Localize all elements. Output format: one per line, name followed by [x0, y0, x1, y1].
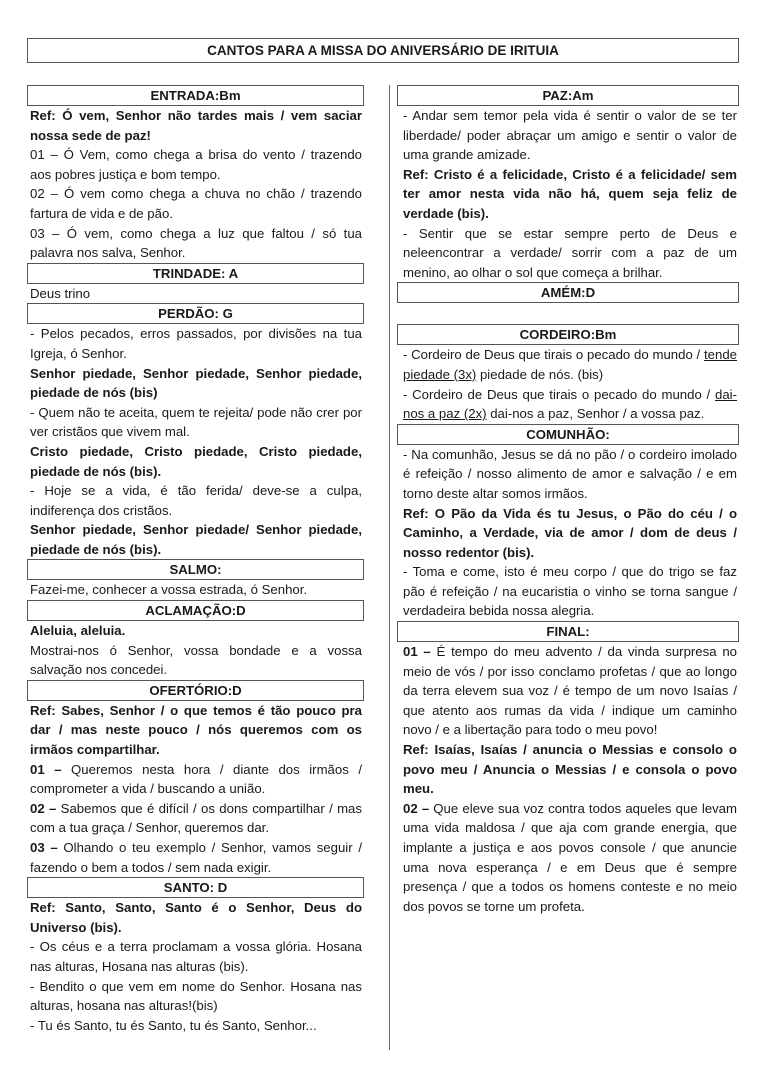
bold-text: Ref: Santo, Santo, Santo é o Senhor, Deus do Universo (bis).: [30, 900, 362, 935]
section-heading-paz-am: PAZ:Am: [397, 85, 739, 106]
bold-text: Ref: Cristo é a felicidade, Cristo é a felicidade/ sem ter amor nesta vida não há, quem seja feliz de verdade (bis).: [403, 166, 737, 221]
bold-text: Aleluia, aleluia.: [30, 623, 126, 639]
section-heading-perdao-g: PERDÃO: G: [27, 303, 364, 324]
section-heading-cordeiro-bm: CORDEIRO:Bm: [397, 324, 739, 345]
lyric-paragraph: [27, 324, 364, 363]
lyric-paragraph: [397, 106, 739, 165]
lyric-paragraph: [27, 442, 364, 481]
lyric-paragraph: [27, 799, 364, 838]
lyric-text: - Cordeiro de Deus que tirais o pecado do mundo /: [403, 386, 715, 402]
page-title: CANTOS PARA A MISSA DO ANIVERSÁRIO DE IRITUIA: [27, 38, 739, 63]
lyric-text: - Os céus e a terra proclamam a vossa glória. Hosana nas alturas, Hosana nas alturas (bis).: [30, 939, 362, 974]
lyric-text: - Pelos pecados, erros passados, por divisões na tua Igreja, ó Senhor.: [30, 326, 362, 361]
lyric-text: 01 – Ó Vem, como chega a brisa do vento / trazendo aos pobres justiça e bom tempo.: [30, 147, 362, 182]
bold-text: Cristo piedade, Cristo piedade, Cristo piedade, piedade de nós (bis).: [30, 443, 362, 479]
lyric-paragraph: [27, 403, 364, 442]
lyric-text: piedade de nós. (bis): [476, 366, 604, 382]
section-santo-d: [27, 877, 364, 1035]
lyric-paragraph: [27, 184, 364, 223]
lyric-text: Olhando o teu exemplo / Senhor, vamos seguir / fazendo o bem a todos / sem nada exigir.: [30, 840, 362, 875]
lyric-text: 02 – Ó vem como chega a chuva no chão / trazendo fartura de vida e de pão.: [30, 186, 362, 221]
section-heading-santo-d: SANTO: D: [27, 877, 364, 898]
section-heading-final: FINAL:: [397, 621, 739, 642]
bold-text: 02 –: [30, 800, 57, 816]
right-column: [397, 85, 739, 916]
lyric-text: Sabemos que é difícil / os dons compartilhar / mas com a tua graça / Senhor, queremos dar.: [30, 800, 362, 836]
section-entrada-bm: [27, 85, 364, 263]
lyric-paragraph: [397, 799, 739, 917]
section-trindade-a: [27, 263, 364, 304]
lyric-paragraph: [27, 364, 364, 403]
lyric-text: - Toma e come, isto é meu corpo / que do trigo se faz pão é refeição / na eucaristia o vinho se torna sangue / verdadeira bebida nossa alegria.: [403, 564, 737, 619]
lyric-paragraph: [27, 977, 364, 1016]
lyric-paragraph: [27, 520, 364, 559]
bold-text: Ref: Ó vem, Senhor não tardes mais / vem saciar nossa sede de paz!: [30, 108, 362, 143]
section-comunhao: [397, 424, 739, 621]
lyric-paragraph: [27, 1016, 364, 1036]
section-cordeiro-bm: [397, 324, 739, 423]
lyric-paragraph: [27, 621, 364, 641]
bold-text: Senhor piedade, Senhor piedade, Senhor piedade, piedade de nós (bis): [30, 365, 362, 401]
lyric-text: - Tu és Santo, tu és Santo, tu és Santo, Senhor...: [30, 1017, 317, 1033]
lyric-text: - Na comunhão, Jesus se dá no pão / o cordeiro imolado é refeição / nosso alimento de amor e salvação / e em torno deste altar somos irmãos.: [403, 446, 737, 501]
lyric-paragraph: [27, 701, 364, 760]
bold-text: Ref: Sabes, Senhor / o que temos é tão pouco pra dar / mas neste pouco / nós queremos com os irmãos compartilhar.: [30, 702, 362, 758]
lyric-text: dai-nos a paz, Senhor / a vossa paz.: [486, 406, 705, 422]
lyric-paragraph: [27, 284, 364, 304]
lyric-text: Fazei-me, conhecer a vossa estrada, ó Senhor.: [30, 582, 308, 598]
section-heading-comunhao: COMUNHÃO:: [397, 424, 739, 445]
lyric-paragraph: [27, 760, 364, 799]
lyric-paragraph: [27, 106, 364, 145]
bold-text: 02 –: [403, 800, 430, 816]
section-salmo: [27, 559, 364, 600]
blank-space: [397, 303, 739, 324]
lyric-paragraph: [27, 481, 364, 520]
lyric-paragraph: [27, 224, 364, 263]
section-heading-amem-d: AMÉM:D: [397, 282, 739, 303]
column-divider: [389, 85, 390, 1050]
underlined-text: tende piedade (3x): [403, 347, 737, 382]
lyric-text: Deus trino: [30, 285, 91, 301]
section-ofertorio-d: [27, 680, 364, 877]
underlined-text: dai-nos a paz (2x): [403, 386, 737, 422]
bold-text: Senhor piedade, Senhor piedade/ Senhor piedade, piedade de nós (bis).: [30, 522, 362, 557]
lyric-paragraph: [397, 504, 739, 563]
lyric-text: Que eleve sua voz contra todos aqueles que levam uma vida maldosa / que aja com grande energia, que implante a justiça e aos povos console / que anuncie uma nova esperança / e em Deus que é sempre presença / que a todos os homens conteste e no meio dos povos se torne um profeta.: [403, 800, 738, 914]
section-final: [397, 621, 739, 916]
lyric-paragraph: [27, 641, 364, 680]
lyric-text: É tempo do meu advento / da vinda surpresa no meio de vós / por isso conclamo profetas / que ao longo da terra elevem sua voz / é tempo de um novo Isaías / que atento aos rumas da vida / indique um caminho novo / e a libertação para todo o meu povo!: [403, 644, 737, 738]
lyric-text: - Sentir que se estar sempre perto de Deus e neleencontrar a verdade/ sorrir com a paz de um menino, ao olhar o sol que começa a brilhar.: [403, 225, 737, 280]
bold-text: 01 –: [30, 761, 62, 777]
section-aclamacao-d: [27, 600, 364, 680]
section-paz-am: [397, 85, 739, 282]
lyric-paragraph: [397, 445, 739, 504]
lyric-paragraph: [27, 898, 364, 937]
lyric-text: Mostrai-nos ó Senhor, vossa bondade e a vossa salvação nos concedei.: [30, 642, 362, 678]
lyric-paragraph: [397, 345, 739, 384]
lyric-text: 03 – Ó vem, como chega a luz que faltou / só tua palavra nos salva, Senhor.: [30, 225, 362, 261]
bold-text: 03 –: [30, 840, 58, 855]
lyric-paragraph: [27, 937, 364, 976]
bold-text: Ref: O Pão da Vida és tu Jesus, o Pão do céu / o Caminho, a Verdade, via de amor / dom de deus / nosso redentor (bis).: [403, 505, 737, 560]
section-perdao-g: [27, 303, 364, 559]
lyric-paragraph: [397, 562, 739, 621]
lyric-paragraph: [397, 740, 739, 799]
lyric-text: - Bendito o que vem em nome do Senhor. Hosana nas alturas, hosana nas alturas!(bis): [30, 978, 362, 1014]
lyric-paragraph: [27, 580, 364, 600]
section-heading-aclamacao-d: ACLAMAÇÃO:D: [27, 600, 364, 621]
lyric-text: - Quem não te aceita, quem te rejeita/ pode não crer por ver cristãos que vivem mal.: [30, 404, 362, 440]
lyric-text: - Cordeiro de Deus que tirais o pecado do mundo /: [403, 347, 704, 363]
lyric-text: Queremos nesta hora / diante dos irmãos / comprometer a vida / buscando a união.: [30, 761, 362, 797]
lyric-paragraph: [27, 145, 364, 184]
lyric-paragraph: [27, 838, 364, 877]
section-heading-salmo: SALMO:: [27, 559, 364, 580]
lyric-text: - Hoje se a vida, é tão ferida/ deve-se a culpa, indiferença dos cristãos.: [30, 483, 362, 518]
section-heading-trindade-a: TRINDADE: A: [27, 263, 364, 284]
lyric-paragraph: [397, 385, 739, 424]
section-heading-entrada-bm: ENTRADA:Bm: [27, 85, 364, 106]
lyric-paragraph: [397, 642, 739, 740]
section-heading-ofertorio-d: OFERTÓRIO:D: [27, 680, 364, 701]
bold-text: 01 –: [403, 644, 431, 660]
section-amem-d: [397, 282, 739, 324]
bold-text: Ref: Isaías, Isaías / anuncia o Messias e consolo o povo meu / Anuncia o Messias / e consola o povo meu.: [403, 742, 737, 797]
lyric-paragraph: [397, 224, 739, 283]
lyric-text: - Andar sem temor pela vida é sentir o valor de se ter liberdade/ poder abraçar um amigo e sentir o valor de uma grande amizade.: [403, 108, 737, 163]
lyric-paragraph: [397, 165, 739, 224]
left-column: [27, 85, 364, 1035]
